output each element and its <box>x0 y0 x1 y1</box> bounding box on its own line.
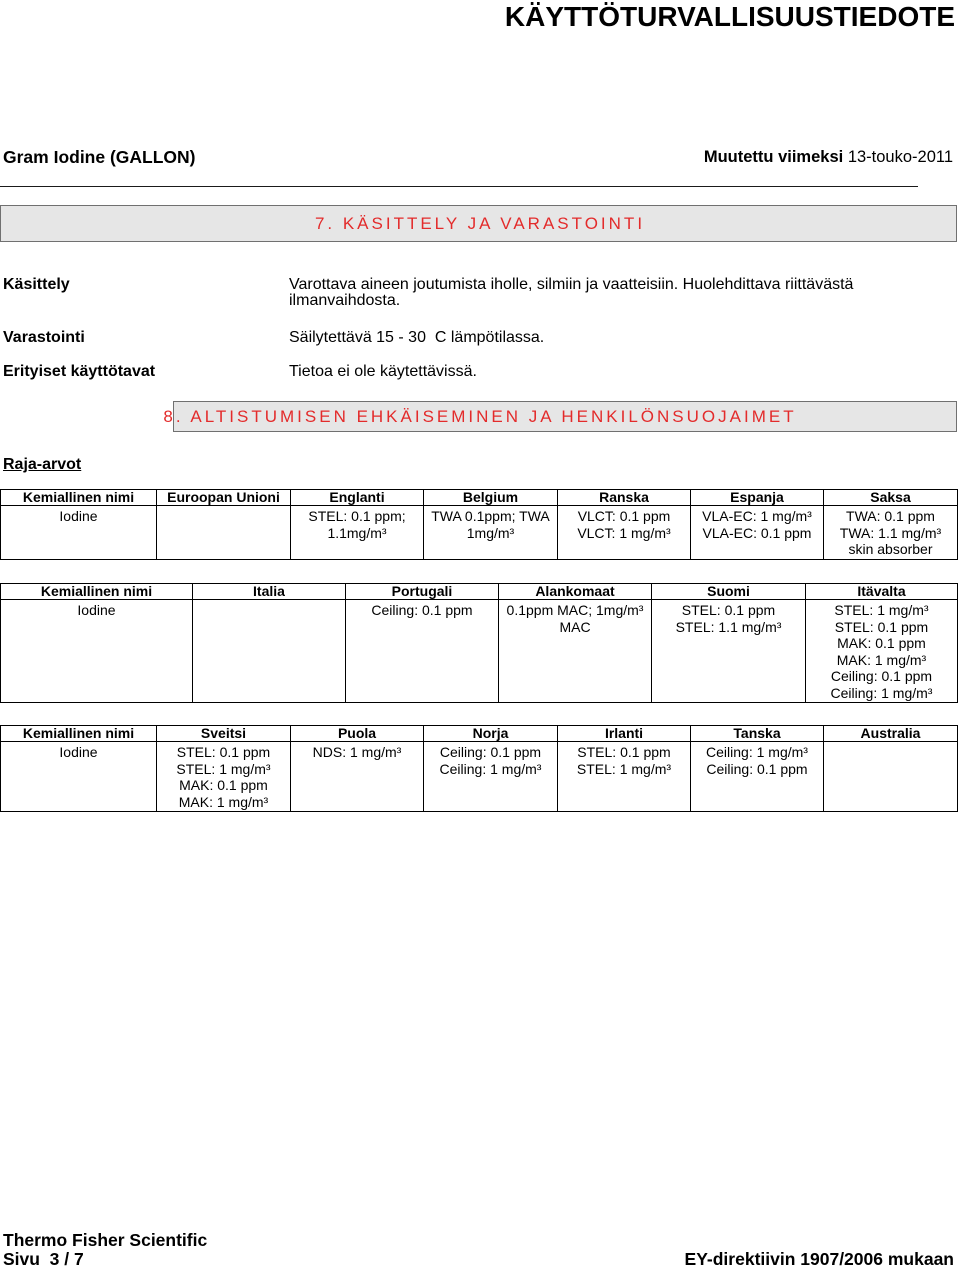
cell-line: TWA: 0.1 ppm <box>846 508 935 524</box>
table-cell <box>157 506 291 560</box>
cell-line: STEL: 0.1 ppm <box>176 744 271 760</box>
table-body <box>1 742 958 812</box>
table-row <box>1 600 958 703</box>
table-body <box>1 600 958 703</box>
cell-line: Iodine <box>77 602 116 618</box>
exposure-limits-grid <box>0 489 958 560</box>
cell-line: STEL: 1 mg/m³ <box>576 760 672 777</box>
cell-line: 1.1mg/m³ <box>327 524 387 541</box>
cell-line: Ceiling: 0.1 ppm <box>830 668 933 684</box>
cell-line: STEL: 1 mg/m³ <box>176 760 271 777</box>
cell-line: VLCT: 0.1 ppm <box>577 508 671 524</box>
column-header: Belgium <box>424 490 558 506</box>
table-cell <box>1 506 157 560</box>
cell-line: MAK: 1 mg/m³ <box>178 793 269 810</box>
cell-line: STEL: 0.1 ppm; <box>308 508 406 524</box>
column-header: Kemiallinen nimi <box>1 726 157 742</box>
table-cell <box>499 600 652 703</box>
exposure-limits-grid <box>0 583 958 703</box>
revised-label: Muutettu viimeksi <box>703 148 844 166</box>
table-header <box>1 726 958 742</box>
cell-line: 1mg/m³ <box>466 524 515 541</box>
table-cell <box>424 742 558 812</box>
cell-line: MAK: 0.1 ppm <box>837 635 926 651</box>
cell-line: STEL: 0.1 ppm <box>834 618 929 635</box>
special-uses-label: Erityiset käyttötavat <box>3 363 156 380</box>
column-header: Puola <box>291 726 424 742</box>
exposure-limits-label: Raja-arvot <box>3 456 82 473</box>
cell-line: Ceiling: 0.1 ppm <box>371 602 473 618</box>
table-header <box>1 490 958 506</box>
cell-line: Ceiling: 1 mg/m³ <box>706 744 808 760</box>
cell-line: TWA 0.1ppm; TWA <box>431 508 550 524</box>
cell-line: STEL: 1.1 mg/m³ <box>675 618 782 635</box>
exposure-limits-grid <box>0 725 958 812</box>
header-row <box>1 490 958 506</box>
table-cell <box>291 506 424 560</box>
table-header <box>1 584 958 600</box>
revision-info <box>704 147 953 167</box>
handling-label: Käsittely <box>3 276 70 293</box>
column-header: Espanja <box>691 490 824 506</box>
section-7-title: 7. KÄSITTELY JA VARASTOINTI <box>314 214 646 233</box>
cell-line: Iodine <box>59 508 98 524</box>
cell-line: STEL: 0.1 ppm <box>681 602 776 618</box>
cell-line: VLCT: 1 mg/m³ <box>577 524 671 541</box>
column-header: Italia <box>193 584 346 600</box>
column-header: Englanti <box>291 490 424 506</box>
column-header: Irlanti <box>558 726 691 742</box>
column-header: Portugali <box>346 584 499 600</box>
footer-company: Thermo Fisher Scientific <box>3 1230 208 1250</box>
header-row <box>1 726 958 742</box>
exposure-limits-table-2 <box>0 583 958 703</box>
document-title: KÄYTTÖTURVALLISUUSTIEDOTE <box>504 1 955 32</box>
table-body <box>1 506 958 560</box>
section-8-title: 8. ALTISTUMISEN EHKÄISEMINEN JA HENKILÖNSUOJAIMET <box>163 407 797 426</box>
text-line: Varottava aineen joutumista iholle, silmiin ja vaatteisiin. Huolehdittava riittävästä <box>289 276 854 293</box>
table-cell <box>424 506 558 560</box>
column-header: Norja <box>424 726 558 742</box>
cell-line: VLA-EC: 1 mg/m³ <box>702 508 812 524</box>
table-cell <box>652 600 806 703</box>
text-line: Säilytettävä 15 - 30 C lämpötilassa. <box>289 329 545 346</box>
product-name: Gram Iodine (GALLON) <box>3 147 196 167</box>
storage-text <box>289 330 544 346</box>
column-header: Saksa <box>824 490 958 506</box>
column-header: Kemiallinen nimi <box>1 490 157 506</box>
cell-line: MAK: 0.1 ppm <box>179 777 268 793</box>
cell-line: Ceiling: 1 mg/m³ <box>830 684 933 701</box>
column-header: Itävalta <box>806 584 958 600</box>
table-cell <box>824 506 958 560</box>
cell-line: STEL: 0.1 ppm <box>577 744 671 760</box>
cell-line: Ceiling: 0.1 ppm <box>439 744 542 760</box>
special-uses-text <box>289 364 477 380</box>
cell-line: MAC <box>559 618 591 635</box>
cell-line: NDS: 1 mg/m³ <box>312 744 402 760</box>
table-row <box>1 506 958 560</box>
cell-line: skin absorber <box>848 541 933 557</box>
column-header: Suomi <box>652 584 806 600</box>
footer-page-number: Sivu 3 / 7 <box>3 1249 84 1269</box>
table-cell <box>346 600 499 703</box>
table-cell <box>691 506 824 560</box>
table-cell <box>291 742 424 812</box>
table-cell <box>558 506 691 560</box>
column-header: Australia <box>824 726 958 742</box>
header-divider <box>0 186 918 187</box>
table-cell <box>806 600 958 703</box>
column-header: Tanska <box>691 726 824 742</box>
revised-date: 13-touko-2011 <box>847 148 953 166</box>
storage-label: Varastointi <box>3 329 85 346</box>
cell-line: STEL: 1 mg/m³ <box>834 602 929 618</box>
table-cell <box>1 742 157 812</box>
column-header: Kemiallinen nimi <box>1 584 193 600</box>
column-header: Sveitsi <box>157 726 291 742</box>
table-cell <box>558 742 691 812</box>
column-header: Alankomaat <box>499 584 652 600</box>
table-cell <box>193 600 346 703</box>
footer-regulation: EY-direktiivin 1907/2006 mukaan <box>684 1249 954 1269</box>
table-cell <box>1 600 193 703</box>
text-line: Tietoa ei ole käytettävissä. <box>289 363 477 380</box>
cell-line: MAK: 1 mg/m³ <box>836 651 927 668</box>
cell-line: Ceiling: 0.1 ppm <box>706 760 808 777</box>
handling-text <box>289 277 853 309</box>
table-cell <box>824 742 958 812</box>
cell-line: Ceiling: 1 mg/m³ <box>439 760 542 777</box>
cell-line: VLA-EC: 0.1 ppm <box>702 524 812 541</box>
cell-line: TWA: 1.1 mg/m³ <box>839 524 942 541</box>
cell-line: 0.1ppm MAC; 1mg/m³ <box>506 602 644 618</box>
section-8-header <box>0 401 957 432</box>
section-7-header <box>0 205 957 242</box>
column-header: Ranska <box>558 490 691 506</box>
exposure-limits-table-3 <box>0 725 958 812</box>
table-row <box>1 742 958 812</box>
cell-line: Iodine <box>59 744 98 760</box>
column-header: Euroopan Unioni <box>157 490 291 506</box>
table-cell <box>157 742 291 812</box>
exposure-limits-table-1 <box>0 489 958 560</box>
table-cell <box>691 742 824 812</box>
text-line: ilmanvaihdosta. <box>289 292 401 309</box>
header-row <box>1 584 958 600</box>
